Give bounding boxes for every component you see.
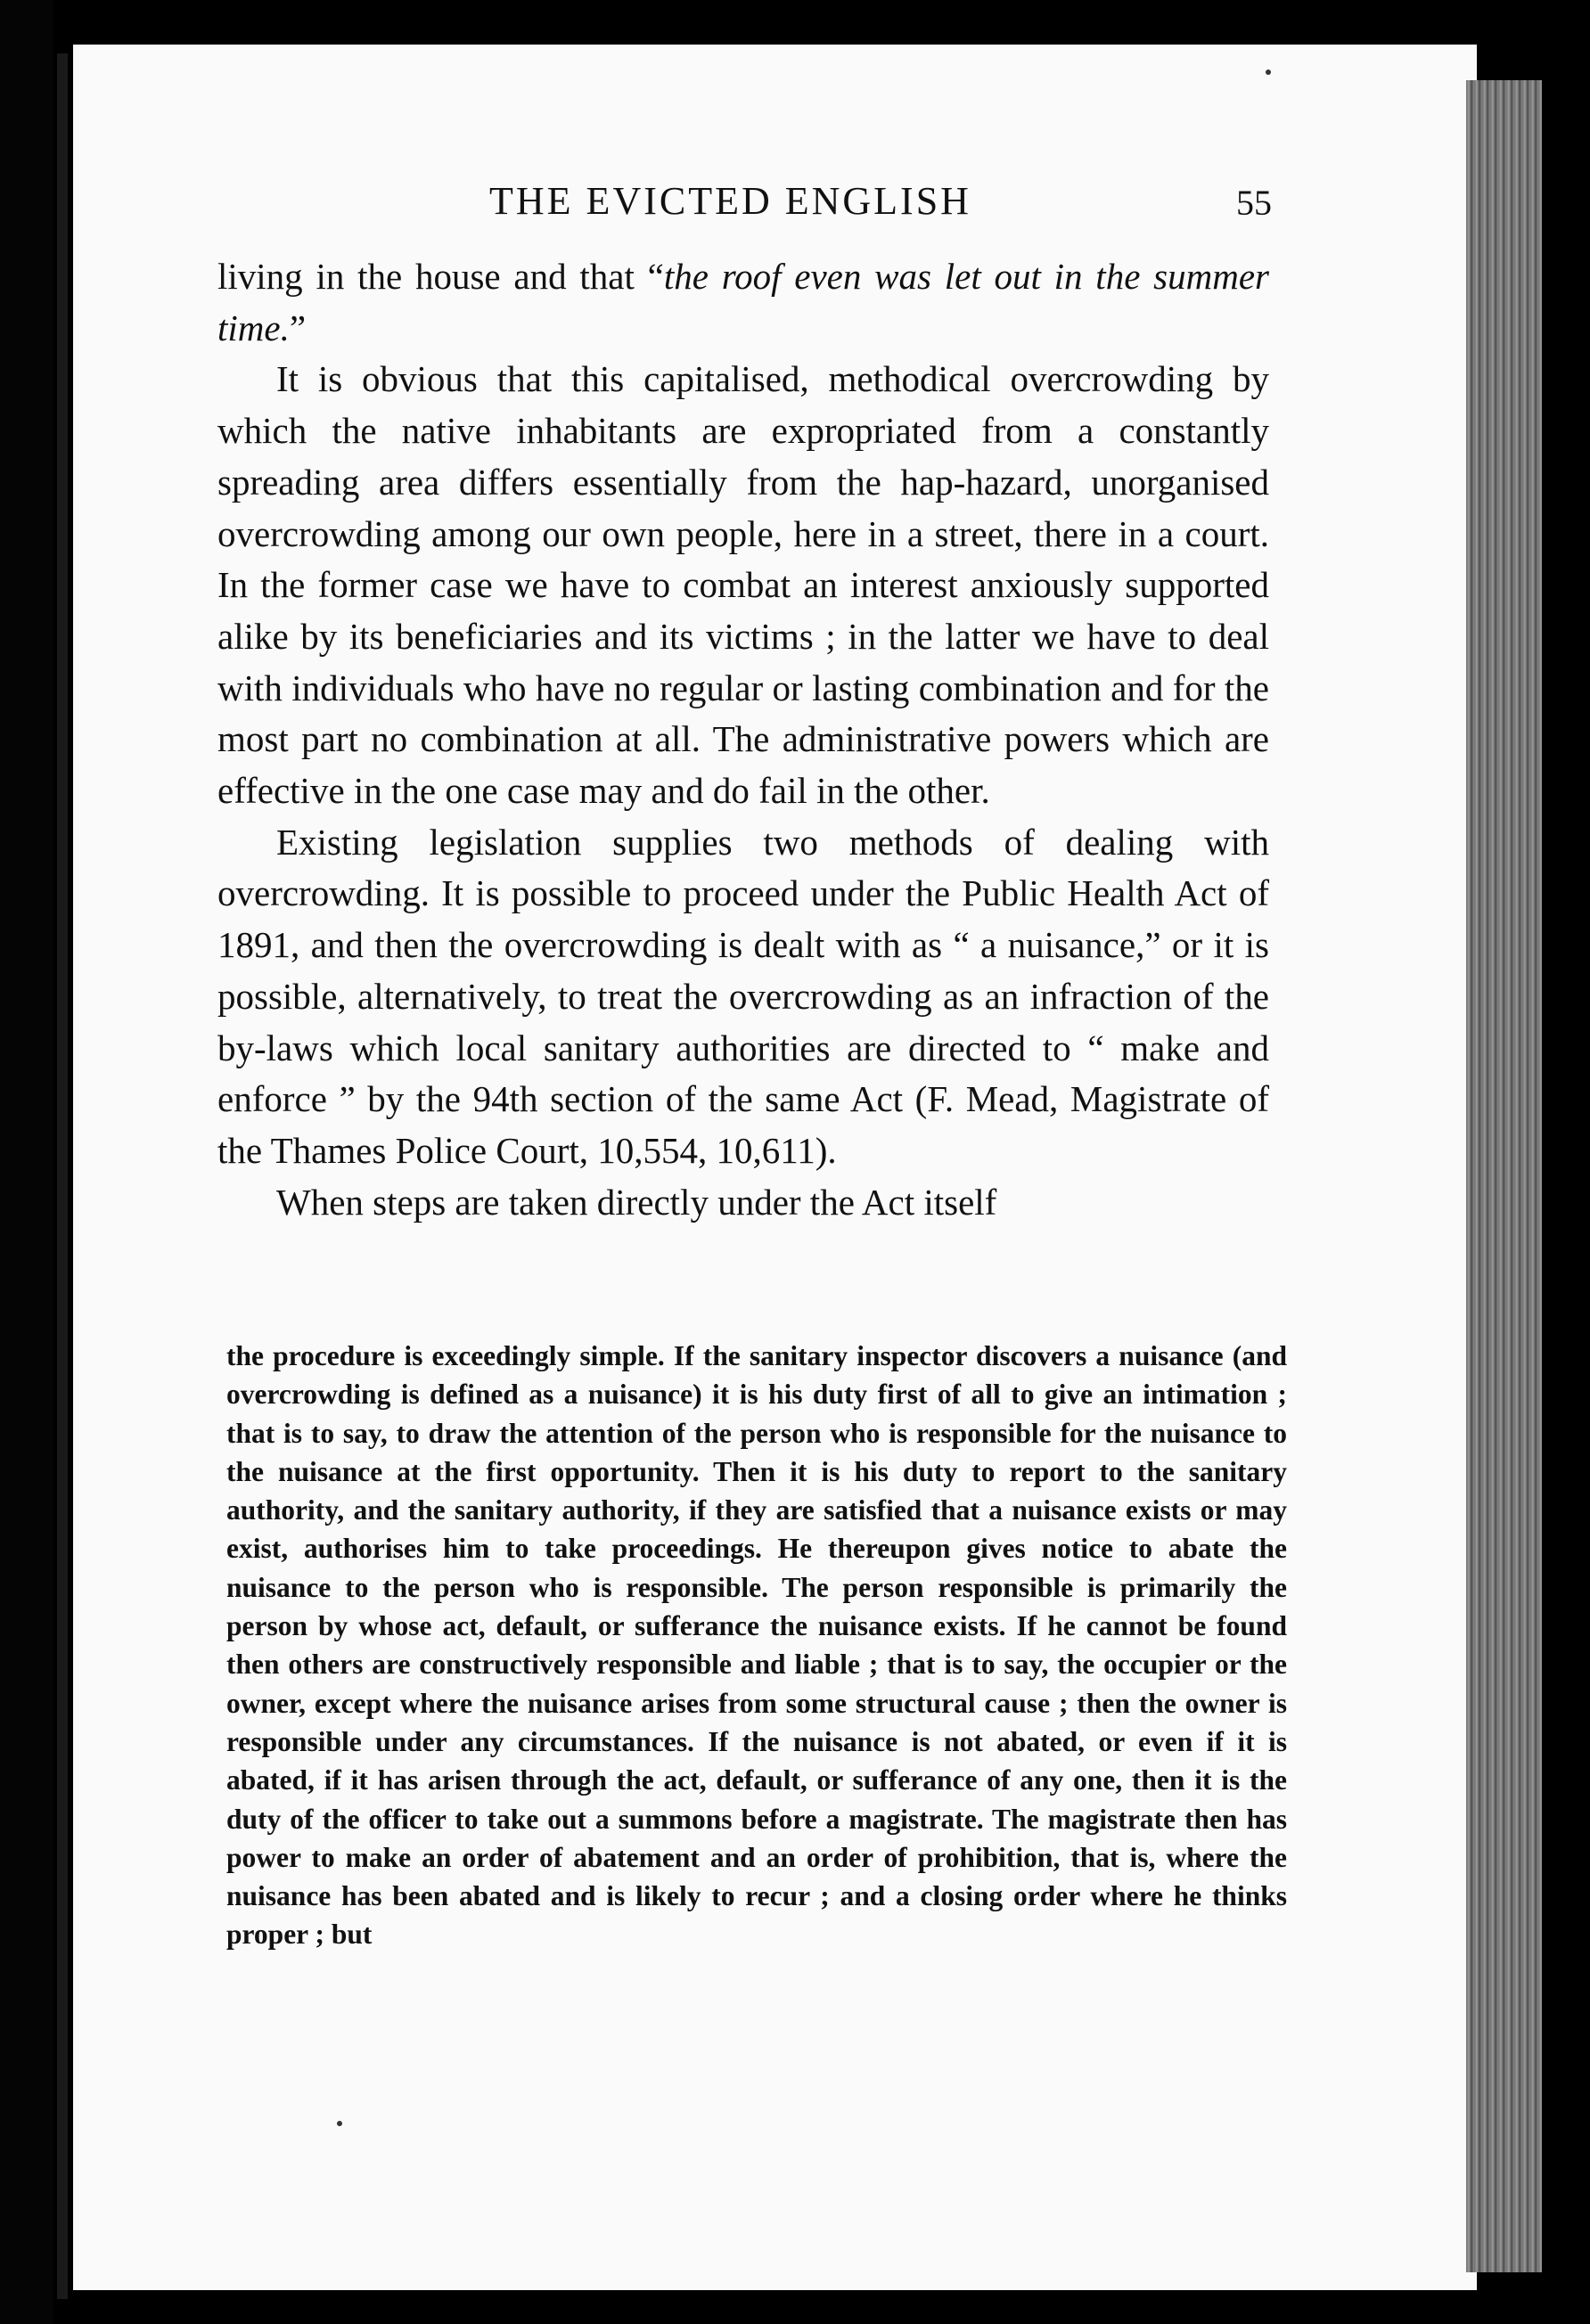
- paragraph-1-text: living in the house and that “: [217, 256, 664, 297]
- page-speck: [337, 2121, 342, 2126]
- page-header: [189, 178, 1272, 232]
- closing-quote: ”: [289, 307, 307, 348]
- running-head: THE EVICTED ENGLISH: [489, 179, 971, 223]
- paragraph-1: [217, 251, 1269, 354]
- main-text: [217, 251, 1269, 1228]
- book-spine-shadow: [0, 0, 53, 2324]
- paragraph-4: When steps are taken directly under the Act itself: [276, 1181, 997, 1223]
- page-stack-edge: [1466, 80, 1542, 2272]
- paragraph-2: It is obvious that this capitalised, methodical overcrowding by which the native inhabitants are expropriated from a constantly spreading area differs essentially from the hap-hazard, unorganised overcrowding among our own people, here in a street, there in a court. In the former case we have to combat an interest anxiously supported alike by its beneficiaries and its victims ; in the latter we have to deal with individuals who have no regular or lasting combination and for the most part no combination at all. The administrative powers which are effective in the one case may and do fail in the other.: [217, 358, 1269, 812]
- paragraph-3: Existing legislation supplies two methods of dealing with overcrowding. It is possible to proceed under the Public Health Act of 1891, and then the overcrowding is dealt with as “ a nuisance,” or it is possible, alternatively, to treat the overcrowding as an infraction of the by-laws which local sanitary authorities are directed to “ make and enforce ” by the 94th section of the same Act (F. Mead, Magistrate of the Thames Police Court, 10,554, 10,611).: [217, 821, 1269, 1171]
- extract-text: [226, 1337, 1287, 1954]
- page-number: 55: [1236, 183, 1272, 223]
- page-speck: [1266, 70, 1271, 75]
- quoted-phrase: the roof even was let out in the summer time.: [217, 256, 1269, 348]
- extract-paragraph: the procedure is exceedingly simple. If the sanitary inspector discovers a nuisance (and overcrowding is defined as a nuisance) it is his duty first of all to give an intimation ; that is to say, to draw the attention of the person who is responsible for the nuisance to the nuisance at the first opportunity. Then it is his duty to report to the sanitary authority, and the sanitary authority, if they are satisfied that a nuisance exists or may exist, authorises him to take proceedings. He thereupon gives notice to abate the nuisance to the person who is responsible. The person responsible is primarily the person by whose act, default, or sufferance the nuisance exists. If he cannot be found then others are constructively responsible and liable ; that is to say, the occupier or the owner, except where the nuisance arises from some structural cause ; then the owner is responsible under any circumstances. If the nuisance is not abated, or even if it is abated, if it has arisen through the act, default, or sufferance of any one, then it is the duty of the officer to take out a summons before a magistrate. The magistrate then has power to make an order of abatement and an order of prohibition, that is, where the nuisance has been abated and is likely to recur ; and a closing order where he thinks proper ; but: [226, 1340, 1287, 1951]
- gutter-edge: [57, 53, 68, 2299]
